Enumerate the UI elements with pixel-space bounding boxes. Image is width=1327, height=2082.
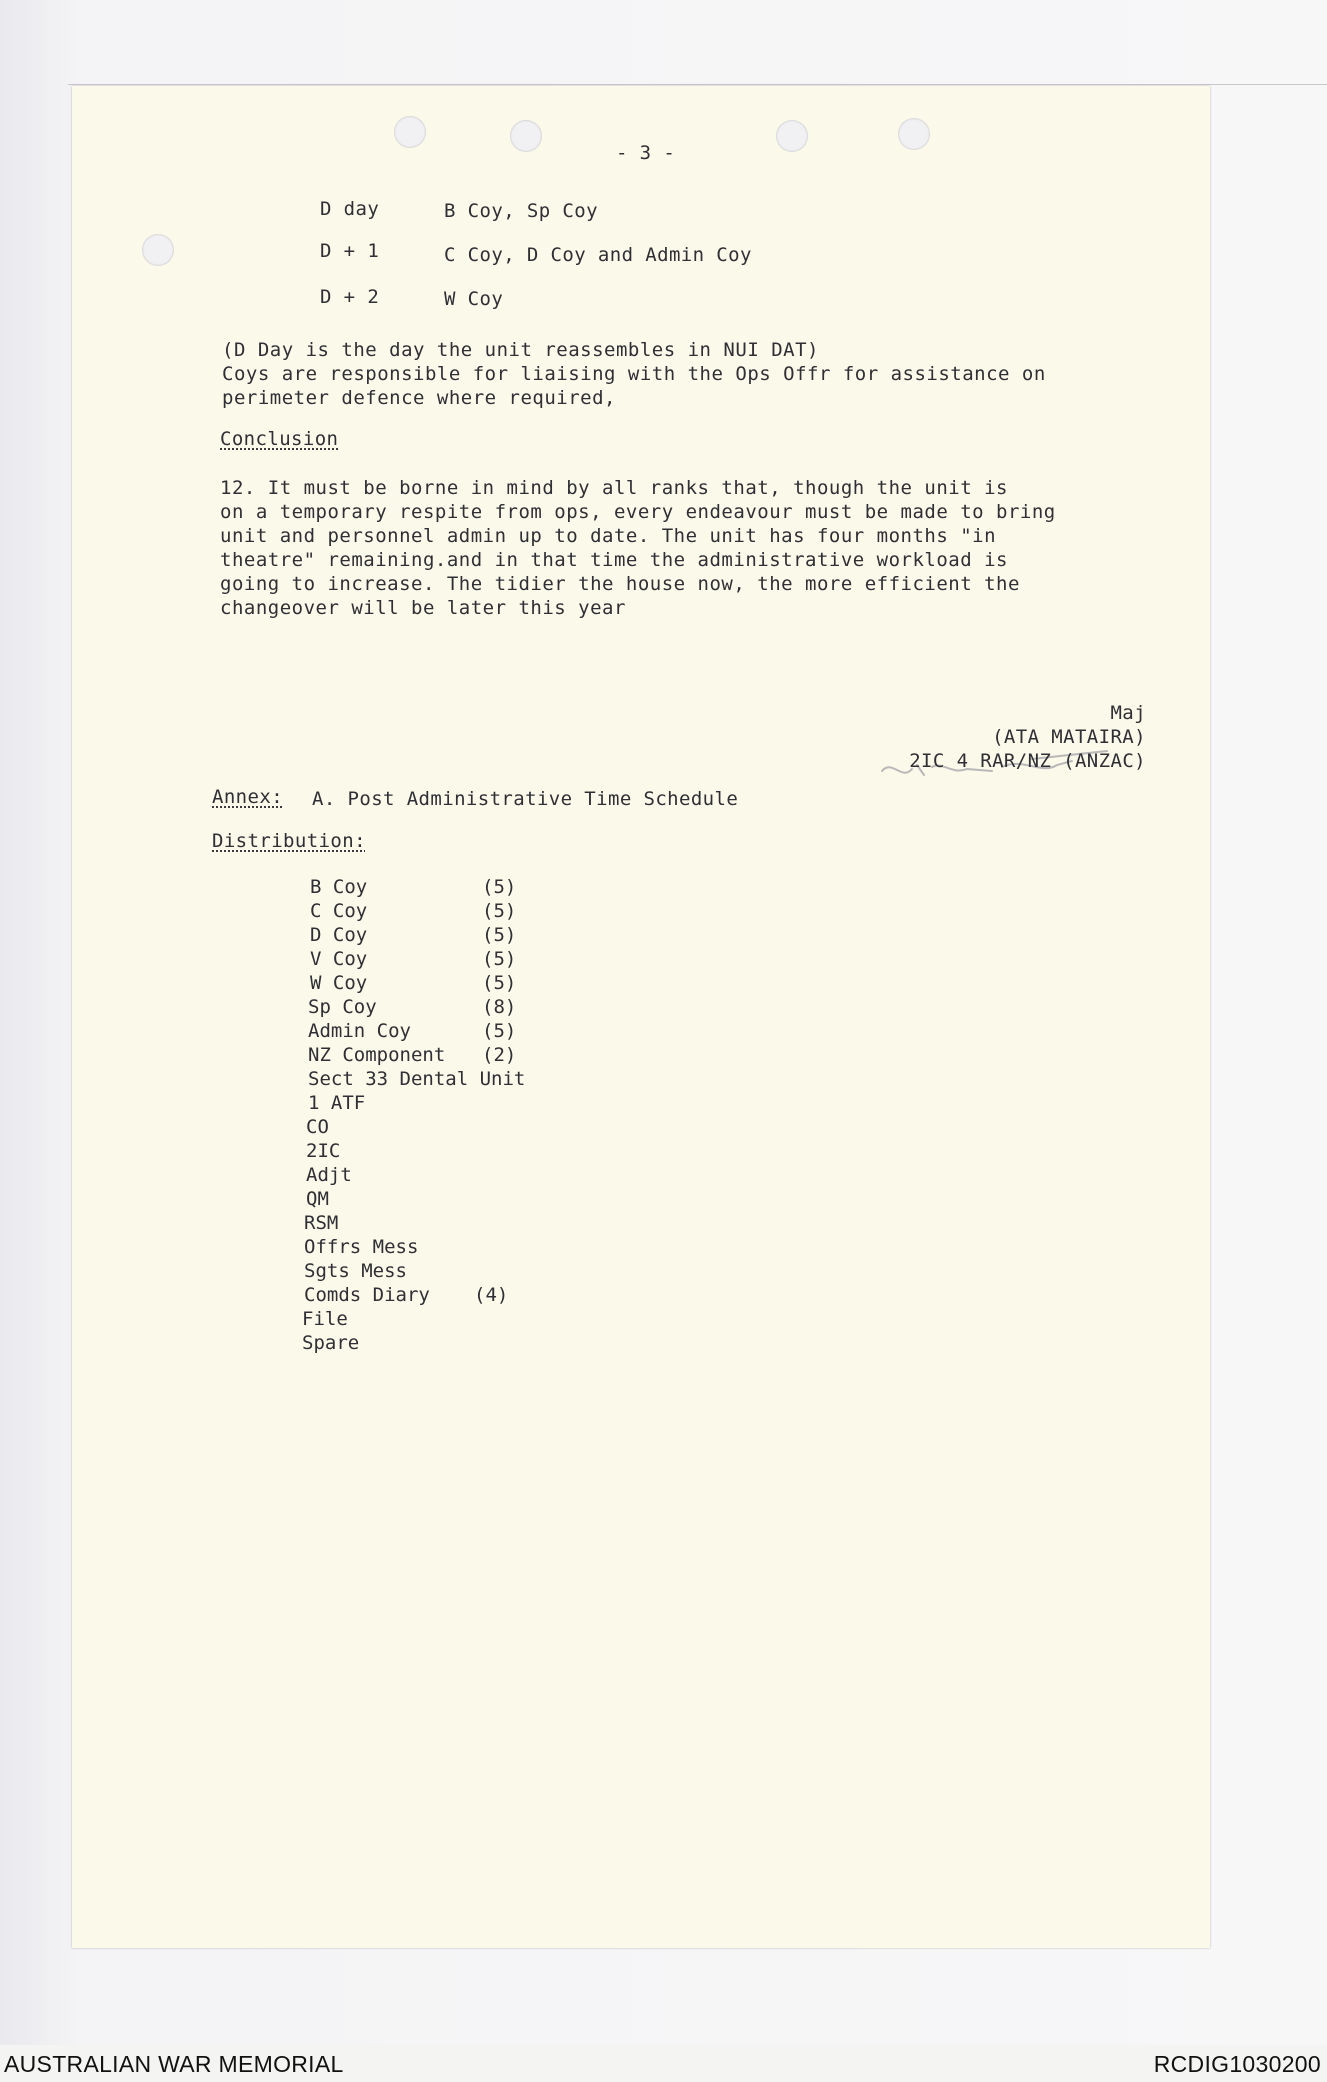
- distribution-item: V Coy: [310, 948, 368, 970]
- distribution-item: Offrs Mess: [304, 1236, 419, 1258]
- distribution-item: 2IC: [306, 1140, 341, 1162]
- distribution-item: Admin Coy: [308, 1020, 411, 1042]
- distribution-item: CO: [306, 1116, 329, 1138]
- schedule-units: C Coy, D Coy and Admin Coy: [444, 244, 752, 266]
- distribution-item: Spare: [302, 1332, 360, 1354]
- distribution-item: Sect 33 Dental Unit: [308, 1068, 526, 1090]
- footer-institution: AUSTRALIAN WAR MEMORIAL: [4, 2051, 344, 2077]
- punch-hole: [776, 120, 808, 152]
- note-line: (D Day is the day the unit reassembles in NUI DAT): [222, 339, 819, 361]
- paragraph-line: theatre" remaining.and in that time the administrative workload is: [220, 549, 1008, 571]
- distribution-item: Sgts Mess: [304, 1260, 407, 1282]
- signature-name: (ATA MATAIRA): [992, 726, 1146, 748]
- paragraph-line: 12. It must be borne in mind by all ranks that, though the unit is: [220, 477, 1008, 499]
- distribution-count: (5): [482, 900, 517, 922]
- schedule-day: D day: [320, 198, 380, 220]
- distribution-item: 1 ATF: [308, 1092, 366, 1114]
- schedule-day: D + 1: [320, 240, 380, 262]
- distribution-count: (4): [474, 1284, 509, 1306]
- paragraph-12: [220, 476, 1056, 620]
- document-page: [72, 86, 1210, 1948]
- paragraph-line: changeover will be later this year: [220, 597, 626, 619]
- distribution-item: File: [302, 1308, 348, 1330]
- distribution-heading: Distribution:: [212, 830, 366, 852]
- note-line: perimeter defence where required,: [222, 387, 616, 409]
- distribution-count: (5): [482, 876, 517, 898]
- punch-hole: [142, 234, 174, 266]
- punch-hole: [898, 118, 930, 150]
- distribution-item: QM: [306, 1188, 329, 1210]
- schedule-day: D + 2: [320, 286, 380, 308]
- footer-record-id: RCDIG1030200: [1153, 2051, 1321, 2077]
- annex-label: Annex:: [212, 786, 284, 808]
- distribution-count: (2): [482, 1044, 517, 1066]
- schedule-units: W Coy: [444, 288, 504, 310]
- schedule-units: B Coy, Sp Coy: [444, 200, 598, 222]
- distribution-item: C Coy: [310, 900, 368, 922]
- distribution-count: (5): [482, 972, 517, 994]
- distribution-count: (5): [482, 1020, 517, 1042]
- paragraph-line: on a temporary respite from ops, every endeavour must be made to bring: [220, 501, 1056, 523]
- note-line: Coys are responsible for liaising with the Ops Offr for assistance on: [222, 363, 1046, 385]
- annex-item: A. Post Administrative Time Schedule: [312, 788, 739, 810]
- paragraph-line: going to increase. The tidier the house now, the more efficient the: [220, 573, 1020, 595]
- page-number: - 3 -: [616, 142, 676, 164]
- distribution-item: NZ Component: [308, 1044, 446, 1066]
- punch-hole: [510, 120, 542, 152]
- distribution-item: B Coy: [310, 876, 368, 898]
- conclusion-heading: Conclusion: [220, 428, 339, 450]
- distribution-item: RSM: [304, 1212, 339, 1234]
- distribution-count: (5): [482, 948, 517, 970]
- paragraph-line: unit and personnel admin up to date. The unit has four months "in: [220, 525, 997, 547]
- distribution-item: D Coy: [310, 924, 368, 946]
- note-paragraph: [222, 338, 1046, 410]
- distribution-item: W Coy: [310, 972, 368, 994]
- distribution-count: (8): [482, 996, 517, 1018]
- signature-appointment: 2IC 4 RAR/NZ (ANZAC): [909, 750, 1146, 772]
- distribution-item: Sp Coy: [308, 996, 377, 1018]
- distribution-count: (5): [482, 924, 517, 946]
- punch-hole: [394, 116, 426, 148]
- distribution-item: Adjt: [306, 1164, 352, 1186]
- scan-edge-line: [68, 84, 1327, 85]
- distribution-item: Comds Diary: [304, 1284, 430, 1306]
- signature-rank: Maj: [1110, 702, 1146, 724]
